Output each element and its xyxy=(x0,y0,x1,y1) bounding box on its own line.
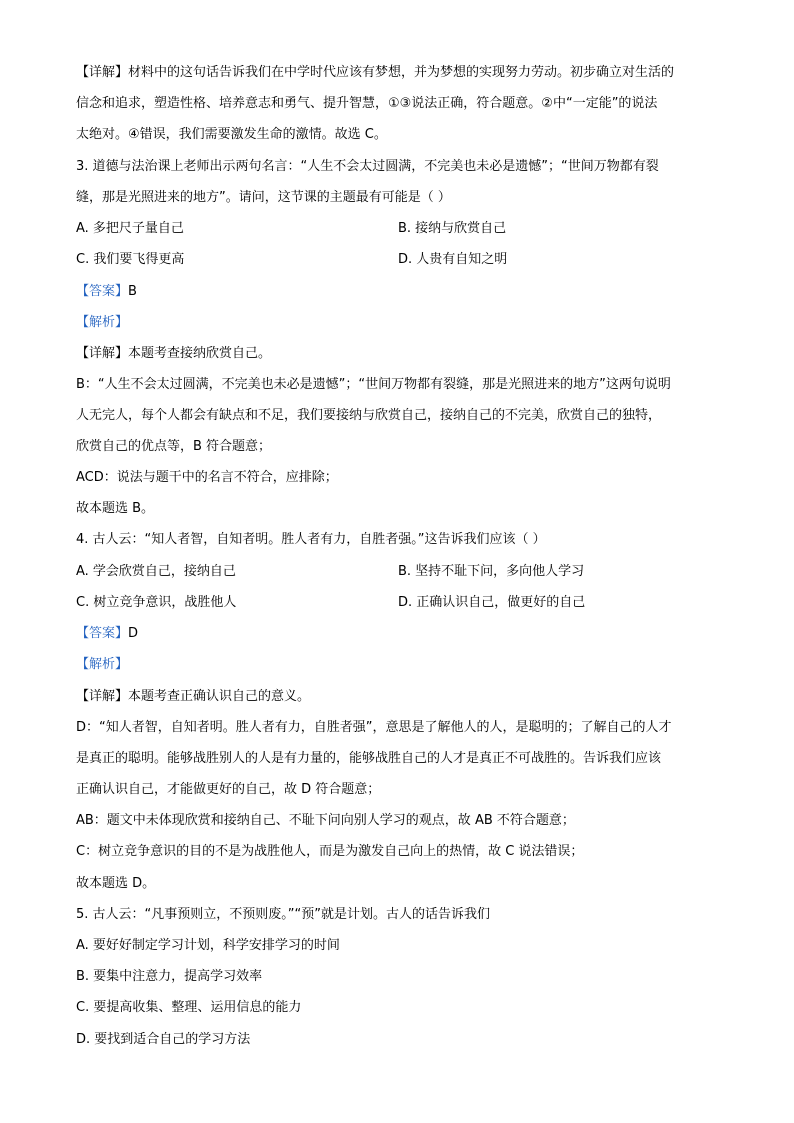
q3-conclusion: 故本题选 B。 xyxy=(76,501,155,516)
q3-option-d: D. 人贵有自知之明 xyxy=(398,252,508,267)
q5-option-a: A. 要好好制定学习计划，科学安排学习的时间 xyxy=(76,938,340,953)
q4-detail-d-line-1: D：“知人者智，自知者明。胜人者有力，自胜者强”，意思是了解他人的人，是聪明的；了解自己的人才 xyxy=(76,720,672,735)
detail-label: 【详解】 xyxy=(76,65,129,80)
q5-stem: 5. 古人云：“凡事预则立，不预则废。”“预”就是计划。古人的话告诉我们 xyxy=(76,907,490,922)
q3-option-b: B. 接纳与欣赏自己 xyxy=(398,221,507,236)
q3-option-c: C. 我们要飞得更高 xyxy=(76,252,185,267)
q3-detail-b-line-3: 欣赏自己的优点等，B 符合题意； xyxy=(76,439,272,454)
q4-option-b: B. 坚持不耻下问，多向他人学习 xyxy=(398,564,585,579)
q4-option-c: C. 树立竞争意识，战胜他人 xyxy=(76,595,237,610)
q2-detail-line-3: 太绝对。④错误，我们需要激发生命的激情。故选 C。 xyxy=(76,127,387,142)
q2-detail-line-1: 【详解】材料中的这句话告诉我们在中学时代应该有梦想，并为梦想的实现努力劳动。初步确立对生活的 xyxy=(76,65,675,80)
q4-answer xyxy=(76,625,138,643)
q3-stem-line-2: 缝，那是光照进来的地方”。请问，这节课的主题最有可能是（ ） xyxy=(76,190,451,205)
q5-option-b: B. 要集中注意力，提高学习效率 xyxy=(76,969,263,984)
q3-answer xyxy=(76,283,137,301)
q3-analysis-label: 【解析】 xyxy=(76,315,129,330)
q4-detail-intro: 【详解】本题考查正确认识自己的意义。 xyxy=(76,689,311,704)
q4-detail-c: C：树立竞争意识的目的不是为战胜他人，而是为激发自己向上的热情，故 C 说法错误； xyxy=(76,844,584,859)
q4-detail-d-line-2: 是真正的聪明。能够战胜别人的人是有力量的，能够战胜自己的人才是真正不可战胜的。告诉我们应该 xyxy=(76,751,662,766)
q3-option-a: A. 多把尺子量自己 xyxy=(76,221,184,236)
q4-detail-d-line-3: 正确认识自己，才能做更好的自己，故 D 符合题意； xyxy=(76,782,381,797)
detail-label: 【详解】 xyxy=(76,689,129,704)
q2-detail-line-2: 信念和追求，塑造性格、培养意志和勇气、提升智慧，①③说法正确，符合题意。②中“一定能”的说法 xyxy=(76,96,658,111)
answer-label: 【答案】 xyxy=(76,284,129,299)
q3-answer-value: B xyxy=(128,284,137,299)
q4-conclusion: 故本题选 D。 xyxy=(76,876,156,891)
q4-answer-value: D xyxy=(128,626,139,641)
q4-analysis-label: 【解析】 xyxy=(76,657,129,672)
q5-option-d: D. 要找到适合自己的学习方法 xyxy=(76,1032,251,1047)
q3-detail-b-line-1: B：“人生不会太过圆满，不完美也未必是遗憾”；“世间万物都有裂缝，那是光照进来的地方”这两句说明 xyxy=(76,377,671,392)
q3-detail-b-line-2: 人无完人，每个人都会有缺点和不足，我们要接纳与欣赏自己，接纳自己的不完美，欣赏自己的独特， xyxy=(76,408,662,423)
answer-label: 【答案】 xyxy=(76,626,129,641)
q4-option-d: D. 正确认识自己，做更好的自己 xyxy=(398,595,586,610)
q4-stem: 4. 古人云：“知人者智，自知者明。胜人者有力，自胜者强。”这告诉我们应该（ ） xyxy=(76,532,546,547)
q3-detail-acd: ACD：说法与题干中的名言不符合，应排除； xyxy=(76,470,338,485)
q3-detail-intro: 【详解】本题考查接纳欣赏自己。 xyxy=(76,346,272,361)
q4-detail-ab: AB：题文中未体现欣赏和接纳自己、不耻下问向别人学习的观点，故 AB 不符合题意； xyxy=(76,813,575,828)
detail-label: 【详解】 xyxy=(76,346,129,361)
q3-stem-line-1: 3. 道德与法治课上老师出示两句名言：“人生不会太过圆满，不完美也未必是遗憾”；“世间万物都有裂 xyxy=(76,159,659,174)
q4-option-a: A. 学会欣赏自己，接纳自己 xyxy=(76,564,236,579)
q5-option-c: C. 要提高收集、整理、运用信息的能力 xyxy=(76,1000,302,1015)
